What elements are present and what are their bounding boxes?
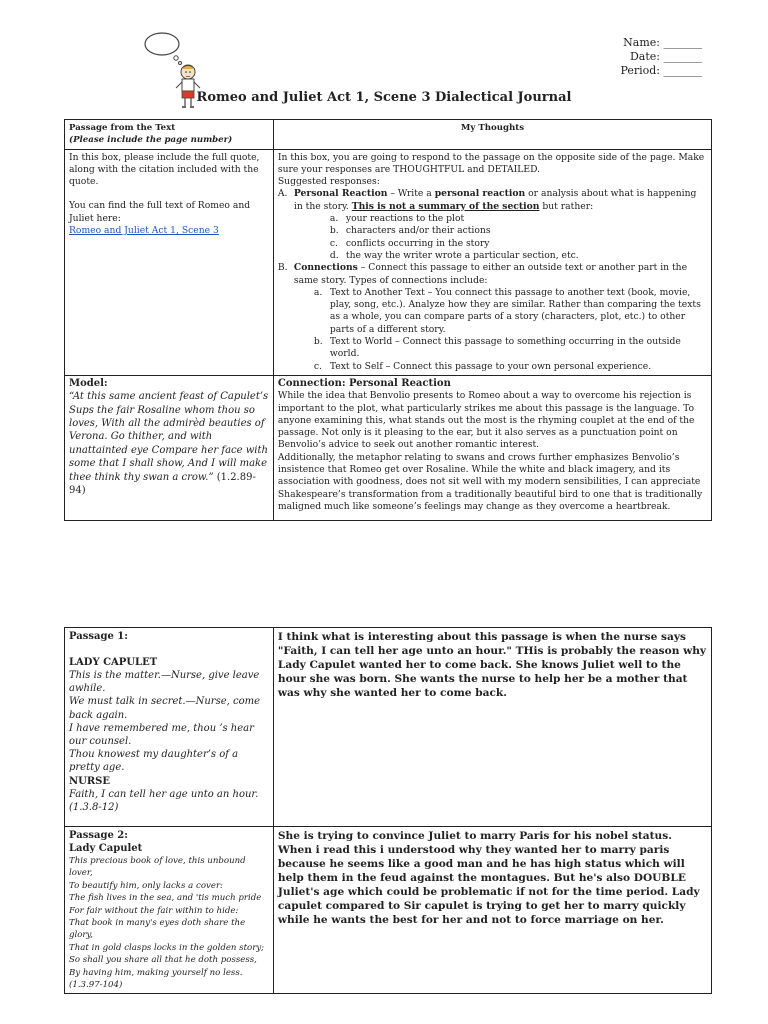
list-item-text: Text to World – Connect this passage to something occurring in the outside world. [329,336,681,360]
instructions-row [65,149,712,375]
fulltext-instruction-text: You can find the full text of Romeo and Juliet here: [69,200,251,224]
not-summary-emphasis: This is not a summary of the section [351,200,540,212]
list-item-text: the way the writer wrote a particular section, etc. [345,249,579,261]
list-marker: a. [329,213,339,225]
list-item [278,287,707,336]
speaker-lady-capulet-2: Lady Capulet [69,843,143,854]
suggested-responses-label: Suggested responses: [277,176,380,188]
model-quote [69,390,269,497]
passage-line: I have remembered me, thou ’s hear our counsel. [69,722,254,748]
passage-line: Thou knowest my daughter’s of a pretty age. [69,749,239,774]
thoughts-instructions-cell [273,149,711,375]
date-field[interactable]: Date: _______ [629,50,702,63]
table-header-row [65,120,712,150]
thoughts-header-label: My Thoughts [460,123,525,133]
passage-2-response: She is trying to convince Juliet to marry Paris for his nobel status. When i read this i understood why they wanted her to marry paris because he seems like a good man and he has high status which will help them in the feud against the montagues. But he's also DOUBLE Juliet's age which could be problematic if not for the time period. Lady capulet compared to Sir capulet is trying to get her to marry quickly while he wants the best for her and not to force marriage on her. [277,830,700,926]
student-info-fields [610,36,702,78]
list-item [278,361,707,373]
passage-2-row [65,827,712,994]
passage-line: So shall you share all that he doth possess, [69,955,257,966]
list-marker: A. [277,188,288,200]
nurse-line: Faith, I can tell her age unto an hour. [69,788,259,800]
passage-line: For fair without the fair within to hide: [69,905,239,916]
list-item-text: characters and/or their actions [345,225,491,237]
model-quote-text: “At this same ancient feast of Capulet’s Sups the fair Rosaline whom thou so loves, With all the admirèd beauties of Verona. Go thither, and with unattainted eye Compare her face with some that I shall show, And I will make thee think thy swan a crow.” [69,391,269,483]
passage-1-title: Passage 1: [69,631,128,642]
model-response-cell [273,375,711,520]
passage-line: To beautify him, only lacks a cover: [69,880,223,891]
thoughts-intro-text: In this box, you are going to respond to the passage on the opposite side of the page. Make sure your responses are THOUGHTFUL and DETAILED. [277,151,705,175]
passage-line: This precious book of love, this unbound lover, [69,856,246,879]
text-span: – Write a [387,188,435,200]
passage-line: We must talk in secret.—Nurse, come back again. [69,696,260,721]
passage-1-citation: (1.3.8-12) [69,801,119,813]
personal-reaction-label: Personal Reaction [293,188,388,200]
model-label: Model: [69,377,108,389]
passage-1-response: I think what is interesting about this passage is when the nurse says "Faith, I can tell her age unto an hour." THis is probably the reason why Lady Capulet wanted her to come back. She knows Juliet well to the hour she was born. She wants the nurse to help her be a mother that was why she wanted her to come back. [277,631,707,699]
passage-column-header [65,120,274,150]
passage-line: That in gold clasps locks in the golden story; [69,942,265,953]
journal-table [64,627,712,994]
passage-2-title: Passage 2: [69,830,128,841]
text-span: – Connect this passage to either an outside text or another part in the same story. Types of connections include: [293,262,688,286]
connections-sublist [278,287,707,373]
list-marker: B. [277,262,288,274]
passage-2-lines [69,855,269,991]
page-title: Romeo and Juliet Act 1, Scene 3 Dialectical Journal [196,90,572,105]
list-marker: b. [313,336,323,348]
personal-reaction-item [278,188,707,213]
passage-line: (1.3.97-104) [69,980,123,991]
list-item [278,225,707,237]
text-span: or analysis about what is happening in the story. [293,188,697,212]
passage-1-row [65,628,712,827]
passage-1-response-cell[interactable] [273,628,711,827]
model-row [65,375,712,520]
passage-header-label: Passage from the Text [69,123,176,133]
list-item [278,336,707,361]
instructions-table [64,119,712,521]
speaker-lady-capulet: LADY CAPULET [69,657,158,668]
list-marker: b. [329,225,339,237]
name-field[interactable]: Name: _______ [623,36,702,49]
passage-line: By having him, making yourself no less. [69,967,243,978]
list-item [278,213,707,225]
passage-line: That book in many's eyes doth share the glory, [69,918,246,941]
list-marker: c. [313,360,322,372]
passage-line: This is the matter.—Nurse, give leave awhile. [69,670,260,695]
list-item [278,238,707,250]
list-marker: a. [313,286,323,298]
passage-line: The fish lives in the sea, and 'tis much pride [69,893,262,904]
list-marker: c. [329,237,338,249]
passage-2-cell[interactable] [65,827,274,994]
thoughts-column-header [273,120,711,150]
model-citation: (1.2.89-94) [69,471,256,497]
connection-heading: Connection: Personal Reaction [277,377,451,389]
connection-paragraph-2: Additionally, the metaphor relating to swans and crows further emphasizes Benvolio’s insistence that Romeo get over Rosaline. While the white and black imagery, and its association with goodness, does not sit well with my modern sensibilities, I can appreciate Shakespeare’s transformation from a traditionally beautiful bird to one that is traditionally maligned much like someone’s feelings may change as they overcome a heartbreak. [277,451,703,512]
list-marker: d. [329,249,339,261]
passage-instruction-text: In this box, please include the full quote, along with the citation included with the quote. [69,151,260,188]
speaker-nurse: NURSE [69,775,111,787]
passage-header-note: (Please include the page number) [69,135,233,146]
list-item-text: Text to Another Text – You connect this passage to another text (book, movie, play, song, etc.). Analyze how they are similar. Rather than comparing the texts as a whole, you can compare parts of a story (characters, plot, etc.) to other parts of a different story. [329,286,701,335]
connections-item [278,262,707,287]
text-span: personal reaction [434,188,526,200]
passage-1-cell[interactable] [65,628,274,827]
passage-1-lines [69,669,269,775]
connections-label: Connections [293,262,358,274]
personal-reaction-sublist [278,213,707,262]
passage-instructions-cell [65,149,274,375]
list-item-text: Text to Self – Connect this passage to your own personal experience. [329,360,652,372]
period-field[interactable]: Period: _______ [620,64,702,77]
model-passage-cell [65,375,274,520]
text-span: but rather: [539,200,594,212]
list-item-text: conflicts occurring in the story [345,237,490,249]
list-item-text: your reactions to the plot [345,213,465,225]
passage-2-response-cell[interactable] [273,827,711,994]
connection-paragraph-1: While the idea that Benvolio presents to Romeo about a way to overcome his rejection is important to the plot, what particularly strikes me about this passage is the language. To anyone examining this, what stands out the most is the rhyming couplet at the end of the passage. Not only is it pleasing to the ear, but it also serves as a punctuation point on Benvolio’s advice to seek out another romantic interest. [277,390,695,451]
list-item [278,250,707,262]
fulltext-link[interactable]: Romeo and Juliet Act 1, Scene 3 [69,225,219,237]
